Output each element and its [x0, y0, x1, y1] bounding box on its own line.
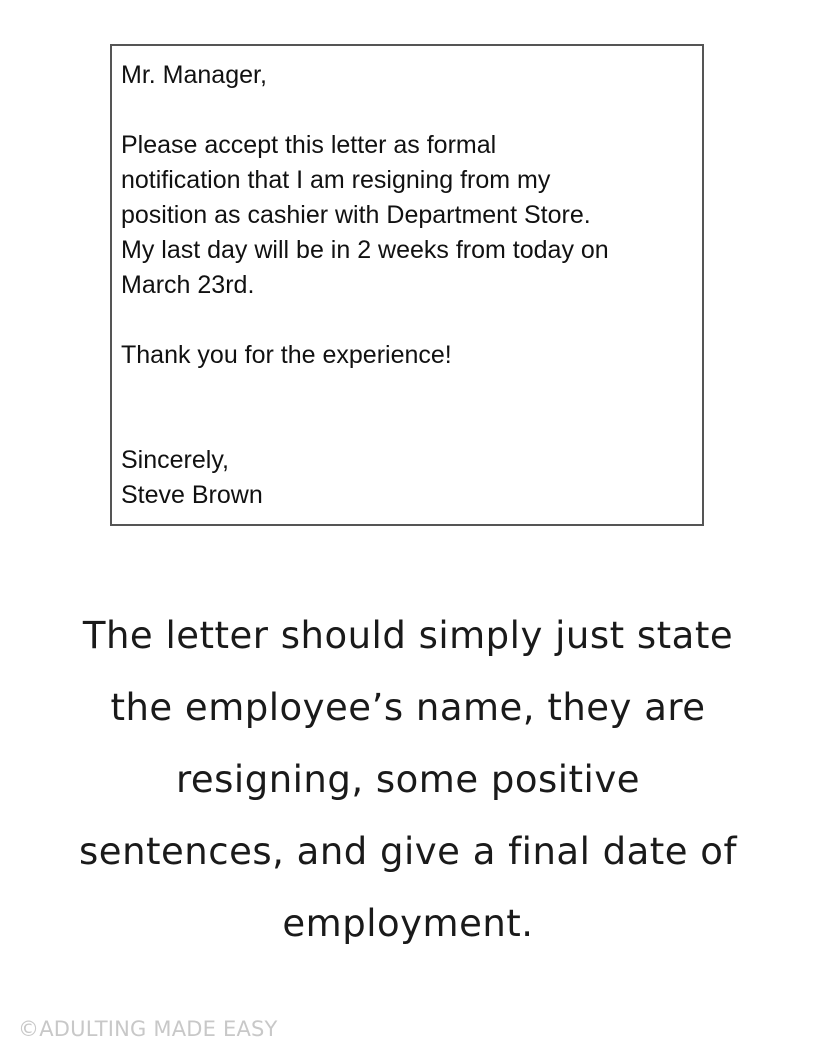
- letter-thanks: Thank you for the experience!: [121, 341, 452, 369]
- letter-salutation: Mr. Manager,: [121, 61, 267, 89]
- sample-letter: [110, 44, 704, 526]
- letter-body-line: March 23rd.: [121, 271, 255, 299]
- caption-line: resigning, some positive: [175, 758, 640, 801]
- letter-spacer: [121, 303, 692, 338]
- letter-closing: Sincerely,: [121, 446, 229, 474]
- letter-body-line: Please accept this letter as formal: [121, 131, 497, 159]
- caption-line: sentences, and give a final date of: [79, 830, 737, 873]
- copyright-watermark: ©ADULTING MADE EASY: [18, 1017, 278, 1041]
- letter-spacer: [121, 373, 692, 443]
- letter-spacer: [121, 93, 692, 128]
- letter-body-line: position as cashier with Department Store.: [121, 201, 591, 229]
- caption-line: employment.: [282, 902, 534, 945]
- letter-signature: Steve Brown: [121, 481, 263, 509]
- caption-line: the employee’s name, they are: [110, 686, 706, 729]
- explanation-caption: [30, 600, 786, 960]
- letter-body-line: notification that I am resigning from my: [121, 166, 551, 194]
- caption-line: The letter should simply just state: [82, 614, 734, 657]
- letter-body-line: My last day will be in 2 weeks from today on: [121, 236, 609, 264]
